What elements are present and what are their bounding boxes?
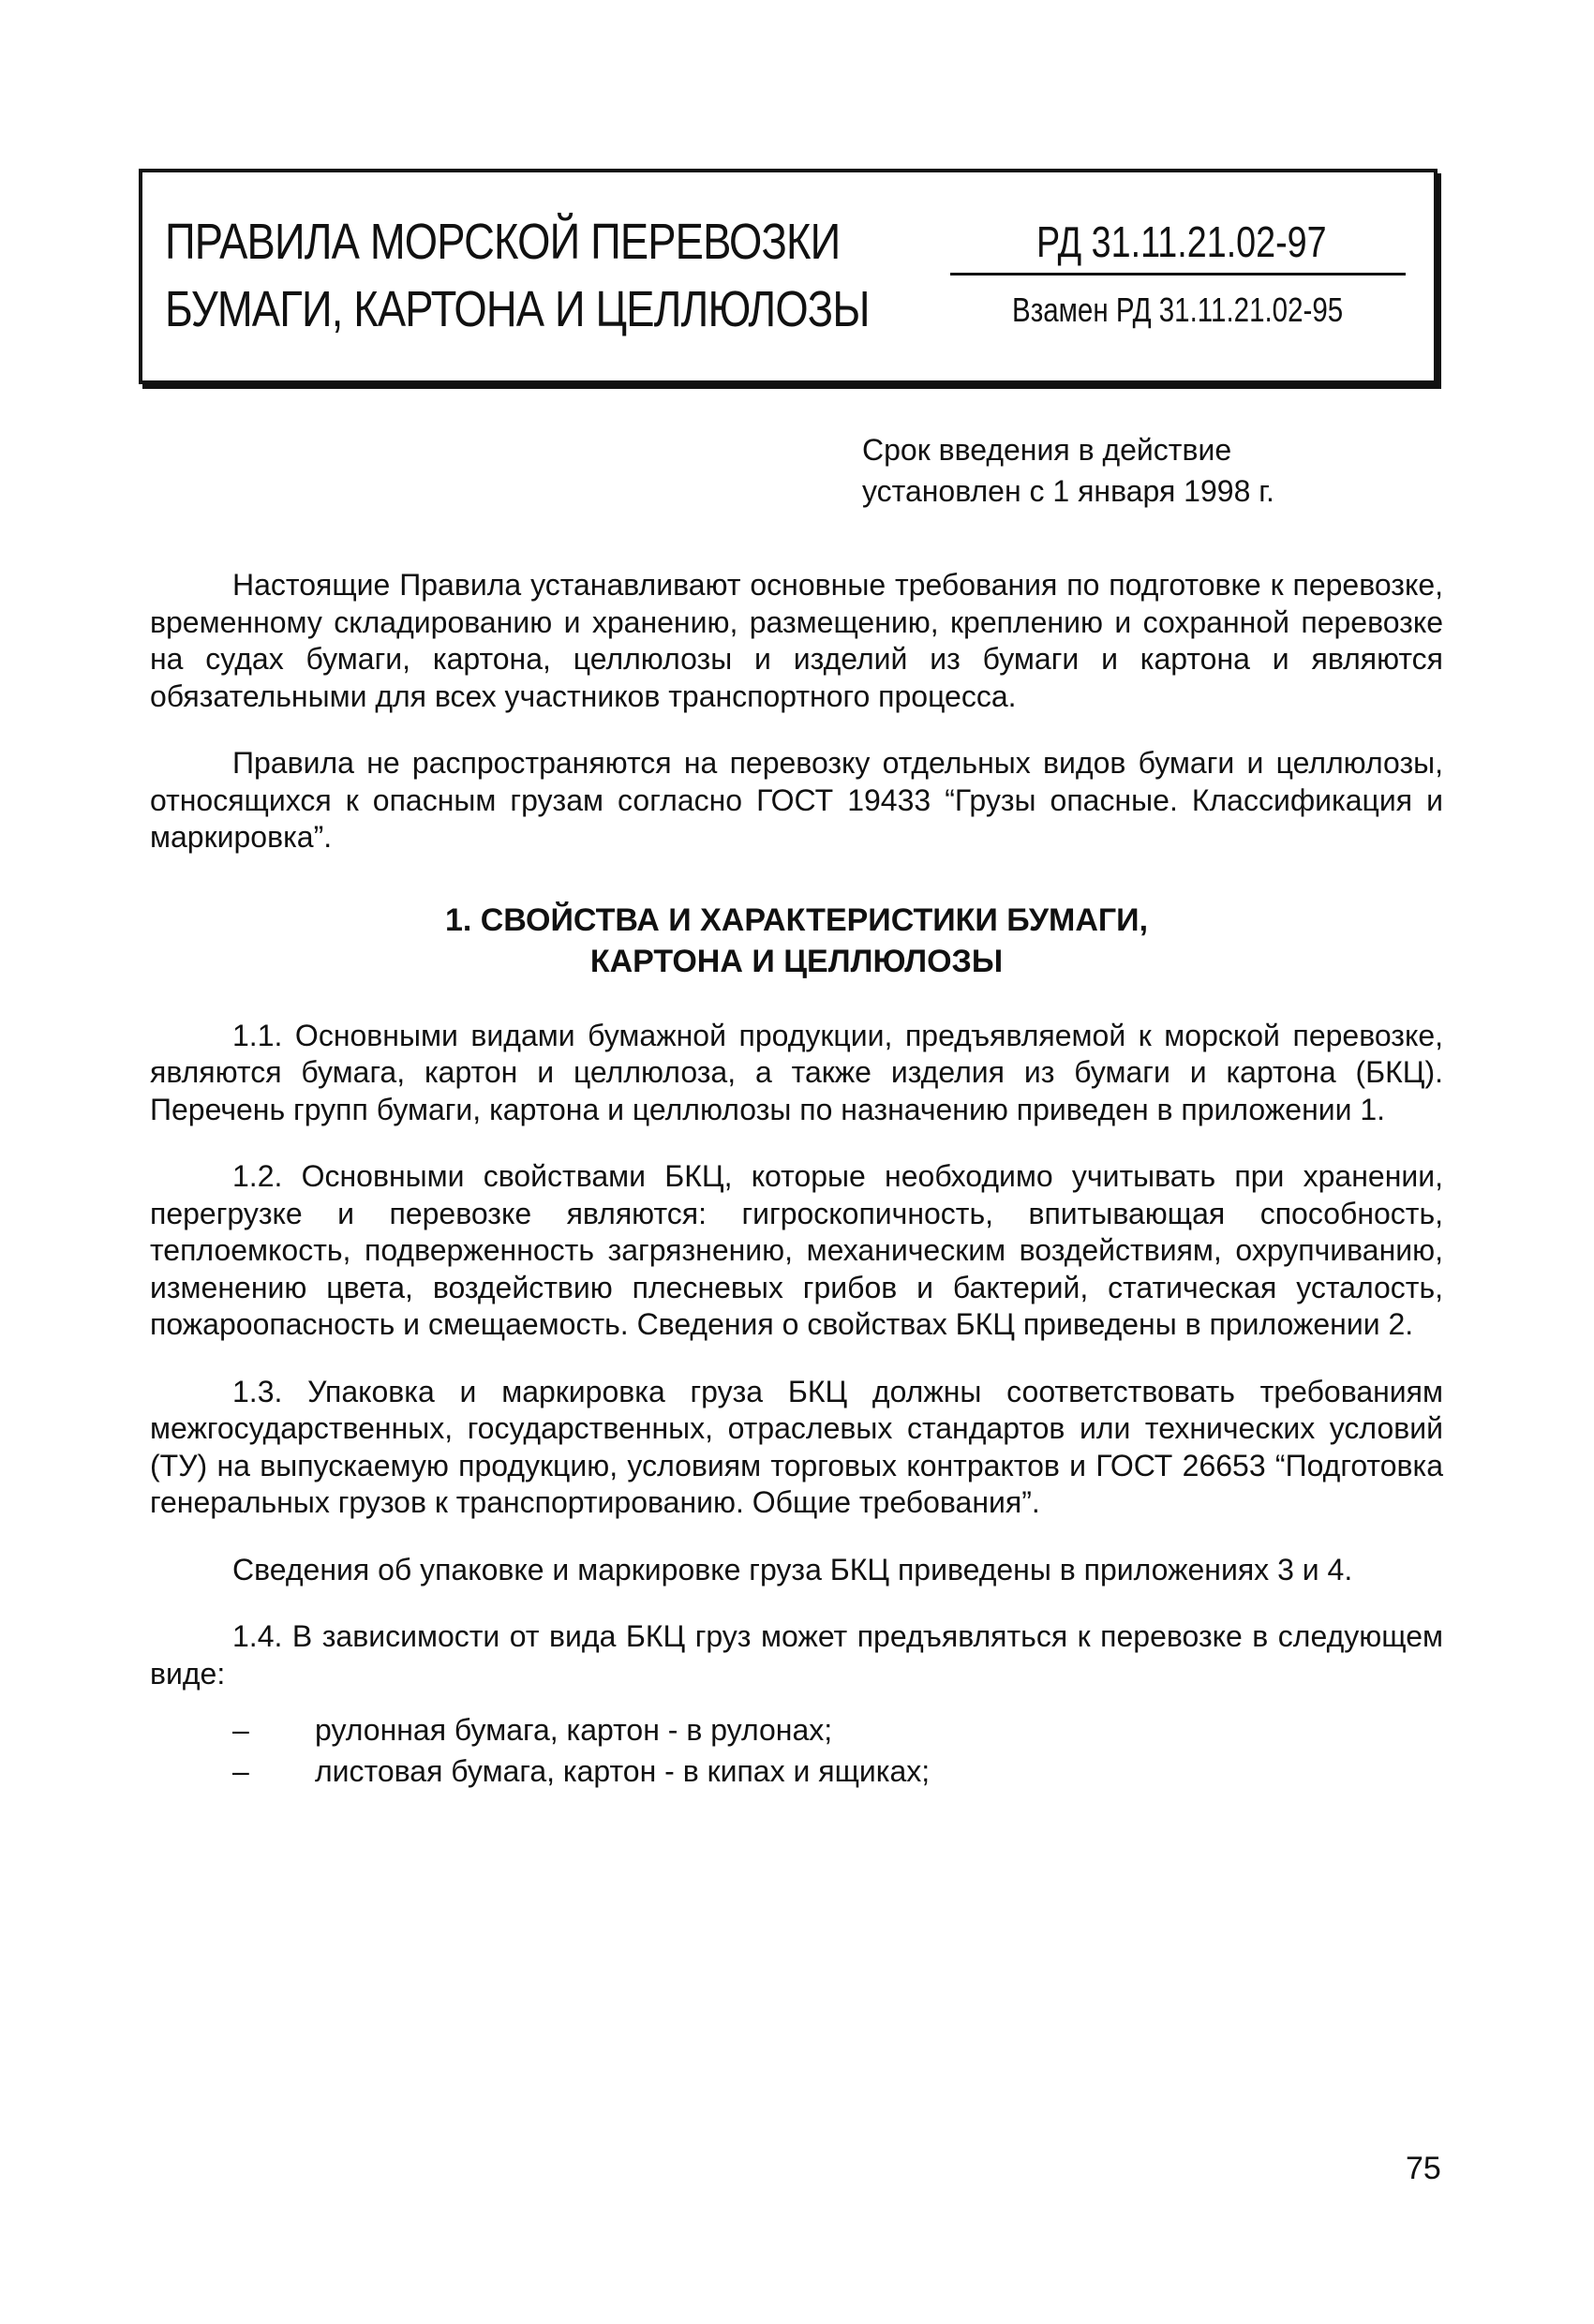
list-item [150,1709,1443,1750]
list-dash: – [232,1754,249,1788]
cargo-form-list [150,1709,1443,1792]
list-item-text: рулонная бумага, картон - в рулонах; [315,1713,833,1747]
section-1-heading [150,900,1443,982]
list-item [150,1750,1443,1792]
document-body [150,567,1443,1792]
list-dash: – [232,1713,249,1747]
section-1-heading-line-2: КАРТОНА И ЦЕЛЛЮЛОЗЫ [589,943,1004,979]
effective-date-line-2: установлен с 1 января 1998 г. [862,474,1274,508]
page-number: 75 [1406,2151,1441,2186]
clause-1-3: 1.3. Упаковка и маркировка груза БКЦ должны соответствовать требованиям межгосударственных, государственных, отраслевых стандартов или технических условий (ТУ) на выпускаемую продукцию, условиям торговых контрактов и ГОСТ 26653 “Подготовка генеральных грузов к транспортированию. Общие требования”. [150,1374,1443,1519]
effective-date-line-1: Срок введения в действие [862,433,1232,467]
list-item-text: листовая бумага, картон - в кипах и ящиках; [315,1754,931,1788]
document-title-line-2: БУМАГИ, КАРТОНА И ЦЕЛЛЮЛОЗЫ [165,281,870,337]
section-1-heading-line-1: 1. СВОЙСТВА И ХАРАКТЕРИСТИКИ БУМАГИ, [444,901,1149,938]
intro-paragraph-2: Правила не распространяются на перевозку отдельных видов бумаги и целлюлозы, относящихся к опасным грузам согласно ГОСТ 19433 “Грузы опасные. Классификация и маркировка”. [150,746,1443,854]
document-header-box [139,169,1438,384]
clause-1-1: 1.1. Основными видами бумажной продукции, предъявляемой к морской перевозке, являются бумага, картон и целлюлоза, а также изделия из бумаги и картона (БКЦ). Перечень групп бумаги, картона и целлюлозы по назначению приведен в приложении 1. [150,1018,1443,1126]
document-code: РД 31.11.21.02-97 [1036,217,1327,266]
document-replaces: Взамен РД 31.11.21.02-95 [1012,290,1344,329]
effective-date-block [862,429,1274,512]
intro-paragraph-1: Настоящие Правила устанавливают основные требования по подготовке к перевозке, временному складированию и хранению, размещению, креплению и сохранной перевозке на судах бумаги, картона, целлюлозы и изделий из бумаги и картона и являются обязательными для всех участников транспортного процесса. [150,568,1443,713]
clause-1-3-appendix-note: Сведения об упаковке и маркировке груза БКЦ приведены в приложениях 3 и 4. [232,1552,1353,1587]
clause-1-2: 1.2. Основными свойствами БКЦ, которые необходимо учитывать при хранении, перегрузке и перевозке являются: гигроскопичность, впитывающая способность, теплоемкость, подверженность загрязнению, механическим воздействиям, охрупчиванию, изменению цвета, воздействию плесневых грибов и бактерий, статическая усталость, пожароопасность и смещаемость. Сведения о свойствах БКЦ приведены в приложении 2. [150,1159,1443,1341]
clause-1-4: 1.4. В зависимости от вида БКЦ груз может предъявляться к перевозке в следующем виде: [150,1619,1443,1691]
document-code-divider [950,273,1406,276]
document-title-line-1: ПРАВИЛА МОРСКОЙ ПЕРЕВОЗКИ [165,214,841,270]
